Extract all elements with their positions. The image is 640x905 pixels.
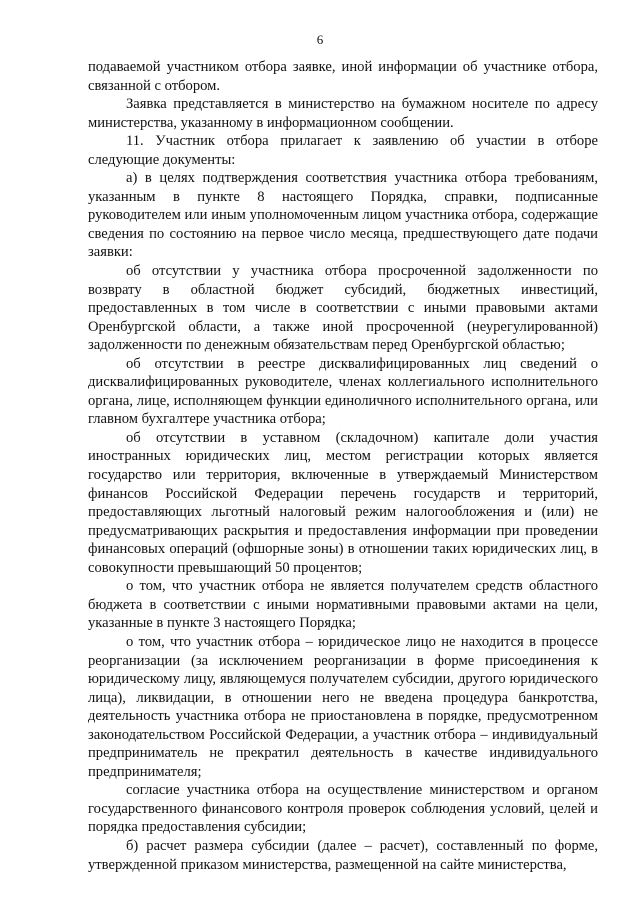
- paragraph-subitem-a: а) в целях подтверждения соответствия участника отбора требованиям, указанным в пункте 8 настоящего Порядка, справки, подписанные руководителем или иным уполномоченным лицом участника отбора, содержащие сведения по состоянию на первое число месяца, предшествующего дате подачи заявки:: [88, 170, 598, 261]
- paragraph-foreign-capital: об отсутствии в уставном (складочном) капитале доли участия иностранных юридических лиц, местом регистрации которых является государство или территория, включенные в утверждаемый Министерством финансов Российской Федерации перечень государств и территорий, предоставляющих льготный налоговый режим налогообложения и (или) не предусматривающих раскрытия и предоставления информации при проведении финансовых операций (офшорные зоны) в отношении таких юридических лиц, в совокупности превышающий 50 процентов;: [88, 429, 598, 576]
- paragraph-no-overdue-debt: об отсутствии у участника отбора просроченной задолженности по возврату в областной бюджет субсидий, бюджетных инвестиций, предоставленных в том числе в соответствии с иными правовыми актами Оренбургской области, а также иной просроченной (неурегулированной) задолженности по денежным обязательствам перед Оренбургской областью;: [88, 263, 598, 354]
- page-number: 6: [316, 32, 324, 47]
- document-body: [88, 58, 598, 874]
- paragraph-disqualified-registry: об отсутствии в реестре дисквалифицированных лиц сведений о дисквалифицированных руководителе, членах коллегиального исполнительного органа, лице, исполняющем функции единоличного исполнительного органа, или главном бухгалтере участника отбора;: [88, 355, 598, 428]
- paragraph-subitem-b: б) расчет размера субсидии (далее – расчет), составленный по форме, утвержденной приказом министерства, размещенной на сайте министерства,: [88, 837, 598, 873]
- paragraph-not-recipient: о том, что участник отбора не является получателем средств областного бюджета в соответствии с иными нормативными правовыми актами на цели, указанные в пункте 3 настоящего Порядка;: [88, 578, 598, 632]
- paragraph-item-11: 11. Участник отбора прилагает к заявлению об участии в отборе следующие документы:: [88, 133, 598, 168]
- paragraph-consent-checks: согласие участника отбора на осуществление министерством и органом государственного финансового контроля проверок соблюдения условий, целей и порядка предоставления субсидии;: [88, 782, 598, 836]
- paragraph-continuation: подаваемой участником отбора заявке, иной информации об участнике отбора, связанной с отбором.: [88, 59, 598, 94]
- paragraph-no-reorganization: о том, что участник отбора – юридическое лицо не находится в процессе реорганизации (за исключением реорганизации в форме присоединения к юридическому лицу, являющемуся получателем субсидии, другого юридического лица), ликвидации, в отношении него не введена процедура банкротства, деятельность участника отбора не приостановлена в порядке, предусмотренном законодательством Российской Федерации, а участник отбора – индивидуальный предприниматель не прекратил деятельность в качестве индивидуального предпринимателя;: [88, 633, 598, 780]
- paragraph-application-submission: Заявка представляется в министерство на бумажном носителе по адресу министерства, указанному в информационном сообщении.: [88, 96, 598, 131]
